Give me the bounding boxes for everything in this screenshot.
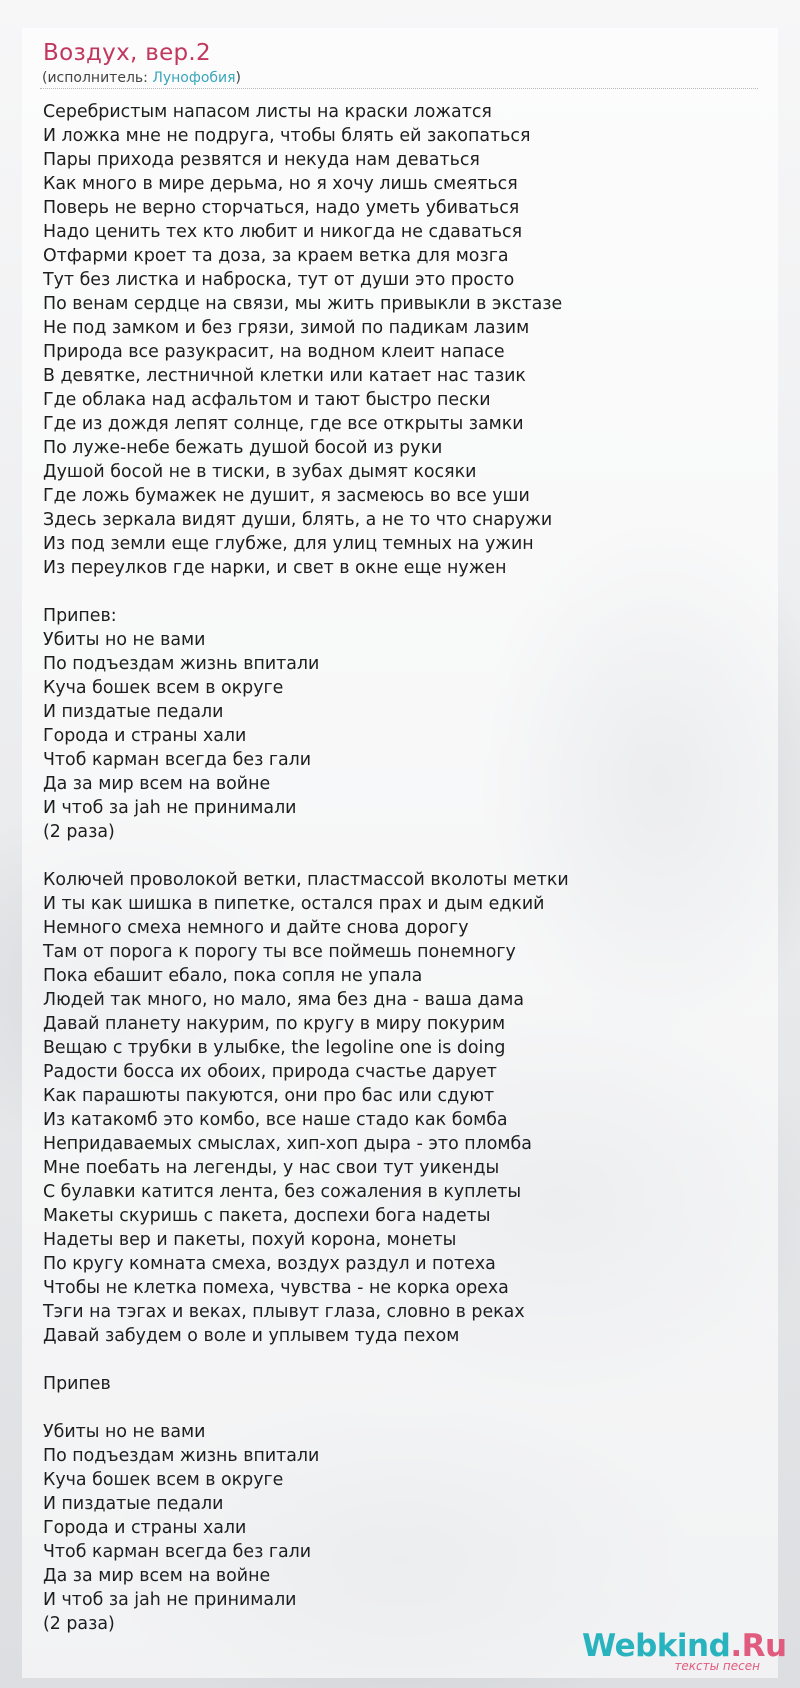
lyric-line: Да за мир всем на войне	[43, 1566, 271, 1586]
lyric-line: И чтоб за jah не принимали	[43, 1590, 297, 1610]
lyric-line: Природа все разукрасит, на водном клеит напасе	[43, 342, 505, 362]
logo-tagline: тексты песен	[674, 1659, 760, 1673]
lyric-line: Людей так много, но мало, яма без дна - ваша дама	[43, 990, 524, 1010]
lyric-blank-line	[43, 580, 569, 604]
lyric-line: Тут без листка и наброска, тут от души это просто	[43, 270, 515, 290]
lyric-line: Да за мир всем на войне	[43, 774, 271, 794]
lyric-line: Тэги на тэгах и веках, плывут глаза, словно в реках	[43, 1302, 525, 1322]
lyric-line: Чтобы не клетка помеха, чувства - не корка ореха	[43, 1278, 509, 1298]
lyric-line: И чтоб за jah не принимали	[43, 798, 297, 818]
lyric-line: Чтоб карман всегда без гали	[43, 1542, 312, 1562]
lyric-line: Мне поебать на легенды, у нас свои тут уикенды	[43, 1158, 500, 1178]
lyric-line: Где из дождя лепят солнце, где все открыты замки	[43, 414, 524, 434]
lyric-line: По луже-небе бежать душой босой из руки	[43, 438, 443, 458]
lyric-line: По кругу комната смеха, воздух раздул и потеха	[43, 1254, 496, 1274]
lyric-line: И ложка мне не подруга, чтобы блять ей закопаться	[43, 126, 531, 146]
lyric-line: Как много в мире дерьма, но я хочу лишь смеяться	[43, 174, 518, 194]
lyric-line: Убиты но не вами	[43, 1422, 206, 1442]
lyric-line: Давай забудем о воле и уплывем туда пехом	[43, 1326, 460, 1346]
lyric-line: Куча бошек всем в округе	[43, 678, 284, 698]
lyric-line: Надеты вер и пакеты, похуй корона, монеты	[43, 1230, 457, 1250]
lyric-line: Города и страны хали	[43, 1518, 247, 1538]
artist-link[interactable]: Лунофобия	[152, 70, 236, 86]
artist-prefix: (исполнитель:	[42, 70, 153, 86]
lyric-line: Колючей проволокой ветки, пластмассой вколоты метки	[43, 870, 569, 890]
logo-tld: .Ru	[730, 1628, 787, 1664]
lyric-line: Чтоб карман всегда без гали	[43, 750, 312, 770]
lyric-line: Поверь не верно сторчаться, надо уметь убиваться	[43, 198, 520, 218]
lyric-blank-line	[43, 1396, 569, 1420]
lyric-line: Здесь зеркала видят души, блять, а не то что снаружи	[43, 510, 553, 530]
lyric-line: Убиты но не вами	[43, 630, 206, 650]
lyric-line: Пары прихода резвятся и некуда нам деваться	[43, 150, 480, 170]
lyric-line: По венам сердце на связи, мы жить привыкли в экстазе	[43, 294, 563, 314]
lyric-line: (2 раза)	[43, 1614, 115, 1634]
artist-meta	[42, 70, 241, 86]
lyric-line: Города и страны хали	[43, 726, 247, 746]
lyric-line: И ты как шишка в пипетке, остался прах и дым едкий	[43, 894, 545, 914]
lyric-line: И пиздатые педали	[43, 702, 224, 722]
lyric-line: (2 раза)	[43, 822, 115, 842]
lyric-line: По подъездам жизнь впитали	[43, 654, 320, 674]
lyric-line: Припев:	[43, 606, 117, 626]
lyric-line: Из под земли еще глубже, для улиц темных на ужин	[43, 534, 534, 554]
lyric-line: Где ложь бумажек не душит, я засмеюсь во все уши	[43, 486, 530, 506]
lyrics-block	[43, 100, 569, 1636]
lyric-blank-line	[43, 1348, 569, 1372]
lyric-line: Куча бошек всем в округе	[43, 1470, 284, 1490]
lyric-line: Пока ебашит ебало, пока сопля не упала	[43, 966, 423, 986]
lyric-line: Не под замком и без грязи, зимой по падикам лазим	[43, 318, 530, 338]
webkind-logo[interactable]	[582, 1628, 787, 1673]
lyric-line: Припев	[43, 1374, 111, 1394]
lyric-line: В девятке, лестничной клетки или катает нас тазик	[43, 366, 526, 386]
lyric-line: С булавки катится лента, без сожаления в куплеты	[43, 1182, 522, 1202]
lyric-line: Из катакомб это комбо, все наше стадо как бомба	[43, 1110, 508, 1130]
lyric-line: Отфарми кроет та доза, за краем ветка для мозга	[43, 246, 509, 266]
lyric-line: Из переулков где нарки, и свет в окне еще нужен	[43, 558, 507, 578]
lyric-line: Как парашюты пакуются, они про бас или сдуют	[43, 1086, 495, 1106]
title-divider	[40, 88, 758, 89]
lyric-line: Душой босой не в тиски, в зубах дымят косяки	[43, 462, 477, 482]
lyric-line: Там от порога к порогу ты все поймешь понемногу	[43, 942, 516, 962]
lyric-line: Радости босса их обоих, природа счастье дарует	[43, 1062, 497, 1082]
lyric-line: Вещаю с трубки в улыбке, the legoline one is doing	[43, 1038, 506, 1058]
lyric-line: Давай планету накурим, по кругу в миру покурим	[43, 1014, 506, 1034]
lyric-blank-line	[43, 844, 569, 868]
lyric-line: И пиздатые педали	[43, 1494, 224, 1514]
logo-brand-text: Webkind	[582, 1628, 731, 1664]
lyric-line: Надо ценить тех кто любит и никогда не сдаваться	[43, 222, 523, 242]
song-title: Воздух, вер.2	[43, 40, 211, 66]
lyric-line: Макеты скуришь с пакета, доспехи бога надеты	[43, 1206, 491, 1226]
lyric-line: Серебристым напасом листы на краски ложатся	[43, 102, 492, 122]
artist-suffix: )	[235, 70, 242, 86]
lyric-line: По подъездам жизнь впитали	[43, 1446, 320, 1466]
lyric-line: Непридаваемых смыслах, хип-хоп дыра - это пломба	[43, 1134, 532, 1154]
lyric-line: Где облака над асфальтом и тают быстро пески	[43, 390, 491, 410]
lyric-line: Немного смеха немного и дайте снова дорогу	[43, 918, 469, 938]
